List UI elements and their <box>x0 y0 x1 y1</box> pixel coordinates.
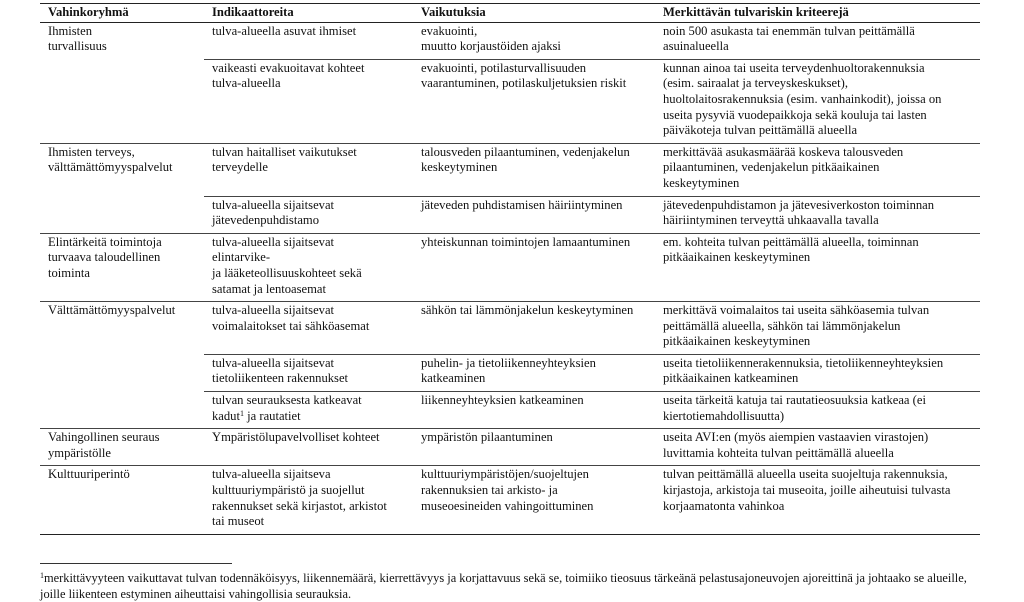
table-row <box>40 429 980 466</box>
group-cell: Vahingollinen seuraus ympäristölle <box>40 429 204 466</box>
effect-cell: puhelin- ja tietoliikenneyhteyksien katkeaminen <box>413 354 655 391</box>
indicator-cell: tulva-alueella asuvat ihmiset <box>204 22 413 59</box>
criteria-cell: useita tärkeitä katuja tai rautatieosuuksia katkeaa (ei kiertotiemahdollisuutta) <box>655 392 980 429</box>
indicator-text-tail: ja rautatiet <box>243 408 301 423</box>
header-indicators: Indikaattoreita <box>204 4 413 23</box>
criteria-cell: noin 500 asukasta tai enemmän tulvan peittämällä asuinalueella <box>655 22 980 59</box>
header-damage-group: Vahinkoryhmä <box>40 4 204 23</box>
group-cell <box>40 392 204 429</box>
group-cell <box>40 59 204 143</box>
indicator-cell: Ympäristölupavelvolliset kohteet <box>204 429 413 466</box>
table-row <box>40 196 980 233</box>
footnote <box>40 571 984 602</box>
effect-cell: liikenneyhteyksien katkeaminen <box>413 392 655 429</box>
footnote-reference: 1 <box>239 408 244 418</box>
table-row <box>40 22 980 59</box>
criteria-cell: em. kohteita tulvan peittämällä alueella, toiminnan pitkäaikainen keskeytyminen <box>655 233 980 301</box>
criteria-cell: tulvan peittämällä alueella useita suojeltuja rakennuksia, kirjastoja, arkistoja tai museoita, joille aiheutuisi tulvasta korjaamatonta vahinkoa <box>655 466 980 534</box>
criteria-cell: useita AVI:en (myös aiempien vastaavien virastojen) luvittamia kohteita tulvan peittämällä alueella <box>655 429 980 466</box>
footnote-marker: 1 <box>40 571 44 580</box>
table-row <box>40 354 980 391</box>
effect-cell: yhteiskunnan toimintojen lamaantuminen <box>413 233 655 301</box>
indicator-cell: tulva-alueella sijaitseva kulttuuriympäristö ja suojellut rakennukset sekä kirjastot, arkistot tai museot <box>204 466 413 534</box>
group-cell: Kulttuuriperintö <box>40 466 204 534</box>
effect-cell: evakuointi, muutto korjaustöiden ajaksi <box>413 22 655 59</box>
indicator-cell: tulva-alueella sijaitsevat tietoliikenteen rakennukset <box>204 354 413 391</box>
footnote-divider <box>40 563 232 564</box>
effect-cell: evakuointi, potilasturvallisuuden vaarantuminen, potilaskuljetuksien riskit <box>413 59 655 143</box>
group-cell: Ihmisten turvallisuus <box>48 23 107 54</box>
group-cell: Elintärkeitä toimintoja turvaava taloudellinen toiminta <box>40 233 204 301</box>
criteria-cell: merkittävä voimalaitos tai useita sähköasemia tulvan peittämällä alueella, sähkön tai lämmönjakelun pitkäaikainen keskeytyminen <box>655 302 980 355</box>
criteria-cell: kunnan ainoa tai useita terveydenhuoltorakennuksia (esim. sairaalat ja terveyskeskukset), huoltolaitosrakennuksia (esim. vanhainkodit), joissa on useita pysyviä vuodepaikkoja sekä kouluja tai lasten päiväkoteja tulvan peittämällä alueella <box>655 59 980 143</box>
effect-cell: talousveden pilaantuminen, vedenjakelun keskeytyminen <box>413 143 655 196</box>
effect-cell: sähkön tai lämmönjakelun keskeytyminen <box>413 302 655 355</box>
indicator-cell: vaikeasti evakuoitavat kohteet tulva-alueella <box>204 59 413 143</box>
table-row <box>40 143 980 196</box>
effect-cell: jäteveden puhdistamisen häiriintyminen <box>413 196 655 233</box>
group-cell <box>40 196 204 233</box>
footnote-text: merkittävyyteen vaikuttavat tulvan todennäköisyys, liikennemäärä, kierrettävyys ja korjattavuus sekä se, toimiiko tieosuus tärkeänä pelastusajoneuvojen ajoreittinä ja johtaako se alueille, joille liikenteen estyminen aiheuttaisi vahingollisia seurauksia. <box>40 571 967 601</box>
indicator-cell: tulva-alueella sijaitsevat elintarvike- ja lääketeollisuuskohteet sekä satamat ja lentoasemat <box>204 233 413 301</box>
indicator-cell: tulva-alueella sijaitsevat jätevedenpuhdistamo <box>204 196 413 233</box>
group-cell <box>40 354 204 391</box>
table-row <box>40 59 980 143</box>
group-cell: Välttämättömyyspalvelut <box>48 303 176 318</box>
effect-cell: ympäristön pilaantuminen <box>413 429 655 466</box>
criteria-cell: jätevedenpuhdistamon ja jätevesiverkoston toiminnan häiriintyminen terveyttä uhkaavalla tavalla <box>655 196 980 233</box>
table-row <box>40 302 980 355</box>
header-criteria: Merkittävän tulvariskin kriteerejä <box>655 4 980 23</box>
indicator-cell: tulvan haitalliset vaikutukset terveydelle <box>204 143 413 196</box>
criteria-cell: useita tietoliikennerakennuksia, tietoliikenneyhteyksien pitkäaikainen katkeaminen <box>655 354 980 391</box>
indicator-cell: tulva-alueella sijaitsevat voimalaitokset tai sähköasemat <box>204 302 413 355</box>
table-row <box>40 392 980 429</box>
table-row <box>40 233 980 301</box>
group-cell: Ihmisten terveys, välttämättömyyspalvelut <box>48 144 173 175</box>
table-row <box>40 466 980 534</box>
criteria-cell: merkittävää asukasmäärää koskeva talousveden pilaantuminen, vedenjakelun pitkäaikainen keskeytyminen <box>655 143 980 196</box>
indicator-text: tulvan seurauksesta katkeavat kadut <box>212 393 362 423</box>
indicator-cell <box>204 392 413 429</box>
effect-cell: kulttuuriympäristöjen/suojeltujen rakennuksien tai arkisto- ja museoesineiden vahingoittuminen <box>413 466 655 534</box>
header-effects: Vaikutuksia <box>413 4 655 23</box>
flood-risk-criteria-table <box>40 3 980 535</box>
table-header-row <box>40 4 980 23</box>
